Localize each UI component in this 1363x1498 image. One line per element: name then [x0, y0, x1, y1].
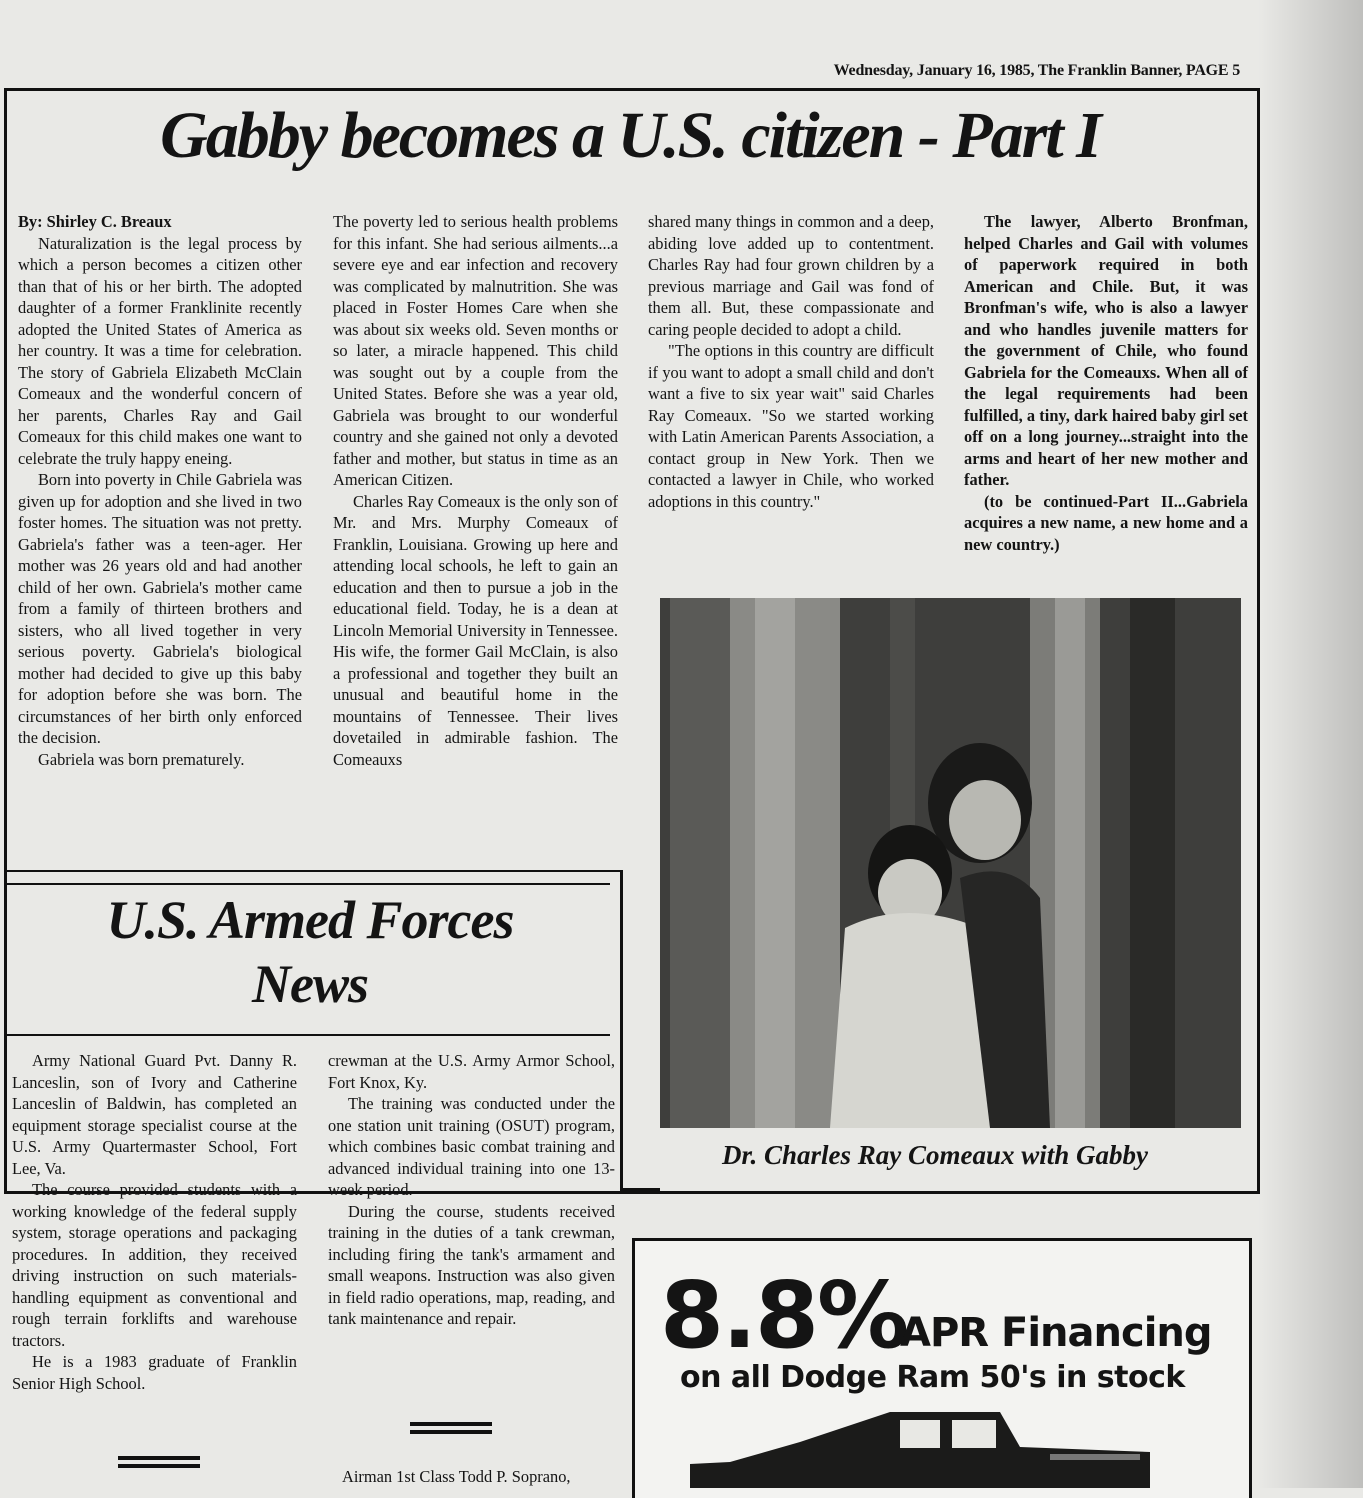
paragraph: The lawyer, Alberto Bronfman, helped Charles and Gail with volumes of paperwork required in both American and Chile. But, it was Bronfman's wife, who is also a lawyer and who handles juvenile matters for the government of Chile, who found Gabriela for the Comeauxs. When all of the legal requirements had been fulfilled, a tiny, dark haired baby girl set off on a long journey...straight into the arms and heart of her new mother and father. [964, 212, 1248, 489]
paragraph: Army National Guard Pvt. Danny R. Lanceslin, son of Ivory and Catherine Lanceslin of Baldwin, has completed an equipment storage specialist course at the U.S. Army Quartermaster School, Fort Lee, Va. [12, 1051, 297, 1178]
ad-rate: 8.8% [660, 1262, 908, 1369]
paragraph: "The options in this country are difficult if you want to adopt a small child and don't want a five to six year wait" said Charles Ray Comeaux. "So we started working with Latin American Parents Association, a contact group in New York. Then we contacted a lawyer in Chile, who worked adoptions in this country." [648, 341, 934, 511]
truck-illustration [690, 1402, 1160, 1488]
article2-column-1 [12, 1050, 297, 1394]
article1-column-1 [18, 211, 302, 770]
item-separator [118, 1456, 200, 1468]
paragraph: Gabriela was born prematurely. [38, 749, 245, 769]
section-rule-bottom [620, 1188, 660, 1191]
paragraph: (to be continued-Part II...Gabriela acquires a new name, a new home and a new country.) [964, 491, 1248, 554]
article1-column-2 [333, 211, 618, 770]
article1-column-3 [648, 211, 934, 512]
section-rule-top [6, 870, 622, 872]
page-edge-shadow [1258, 0, 1363, 1488]
paragraph: The course provided students with a working knowledge of the federal supply system, storage operations and packaging procedures. In addition, they received driving instruction on such materials-handling equipment as conventional and rough terrain forklifts and warehouse tractors. [12, 1180, 297, 1350]
section-title-line-2: News [252, 954, 368, 1014]
byline: By: Shirley C. Breaux [18, 212, 172, 231]
item-separator [410, 1422, 492, 1434]
article2-column-2 [328, 1050, 615, 1330]
article1-column-4 [964, 211, 1248, 555]
article-photo [660, 598, 1241, 1128]
paragraph: The poverty led to serious health problems for this infant. She had serious ailments...a severe eye and ear infection and recovery was complicated by malnutrition. She was placed in Foster Homes Care when she was about six weeks old. Seven months or so later, a miracle happened. This child was sought out by a couple from the United States. Before she was a year old, Gabriela was brought to our wonderful country and she gained not only a devoted father and mother, but status in time as an American Citizen. [333, 212, 618, 489]
paragraph: shared many things in common and a deep, abiding love added up to contentment. Charles Ray had four grown children by a previous marriage and Gail was fond of them all. But, these compassionate and caring people decided to adopt a child. [648, 212, 934, 339]
page-header: Wednesday, January 16, 1985, The Franklin Banner, PAGE 5 [833, 62, 1240, 79]
section-rule-under-title [6, 1034, 610, 1036]
ad-headline: APR Financing [900, 1310, 1212, 1356]
paragraph: He is a 1983 graduate of Franklin Senior High School. [12, 1352, 297, 1393]
photo-caption: Dr. Charles Ray Comeaux with Gabby [721, 1140, 1149, 1170]
ad-subtitle: on all Dodge Ram 50's in stock [680, 1360, 1185, 1395]
paragraph: Born into poverty in Chile Gabriela was given up for adoption and she lived in two foster homes. The situation was not pretty. Gabriela's father was a teen-ager. Her mother was 26 years old and had another child of her own. Gabriela's mother came from a family of thirteen brothers and sisters, who all lived together in very serious poverty. Gabriela's biological mother had decided to give up this baby for adoption before she was born. The circumstances of her birth only enforced the decision. [18, 470, 302, 747]
paragraph: During the course, students received training in the duties of a tank crewman, including firing the tank's armament and small weapons. Instruction was also given in field radio operations, map, reading, and tank maintenance and repair. [328, 1201, 615, 1328]
section-title [10, 888, 610, 1016]
paragraph: Naturalization is the legal process by which a person becomes a citizen other than that of his or her birth. The adopted daughter of a former Franklinite recently adopted the United States of America as her country. It was a time for celebration. The story of Gabriela Elizabeth McClain Comeaux and the wonderful concern of her parents, Charles Ray and Gail Comeaux for this child makes one want to celebrate the truly happy eneing. [18, 233, 302, 468]
paragraph: The training was conducted under the one station unit training (OSUT) program, which combines basic combat training and advanced individual training into one 13-week period. [328, 1094, 615, 1199]
section-title-line-1: U.S. Armed Forces [106, 890, 514, 950]
article-title: Gabby becomes a U.S. citizen - Part I [160, 99, 1100, 172]
paragraph: Charles Ray Comeaux is the only son of Mr. and Mrs. Murphy Comeaux of Franklin, Louisiana. Growing up here and attending local schools, he left to gain an education and then to pursue a job in the educational field. Today, he is a dean at Lincoln Memorial University in Tennessee. His wife, the former Gail McClain, is also a professional and together they built an unusual and beautiful home in the mountains of Tennessee. Their lives dovetailed in admirable fashion. The Comeauxs [333, 491, 618, 769]
next-item-start: Airman 1st Class Todd P. Soprano, [342, 1467, 571, 1486]
photo-illustration [660, 598, 1241, 1128]
section-rule-right [620, 870, 623, 1188]
paragraph: crewman at the U.S. Army Armor School, Fort Knox, Ky. [328, 1051, 615, 1092]
section-rule-inner [6, 883, 610, 885]
